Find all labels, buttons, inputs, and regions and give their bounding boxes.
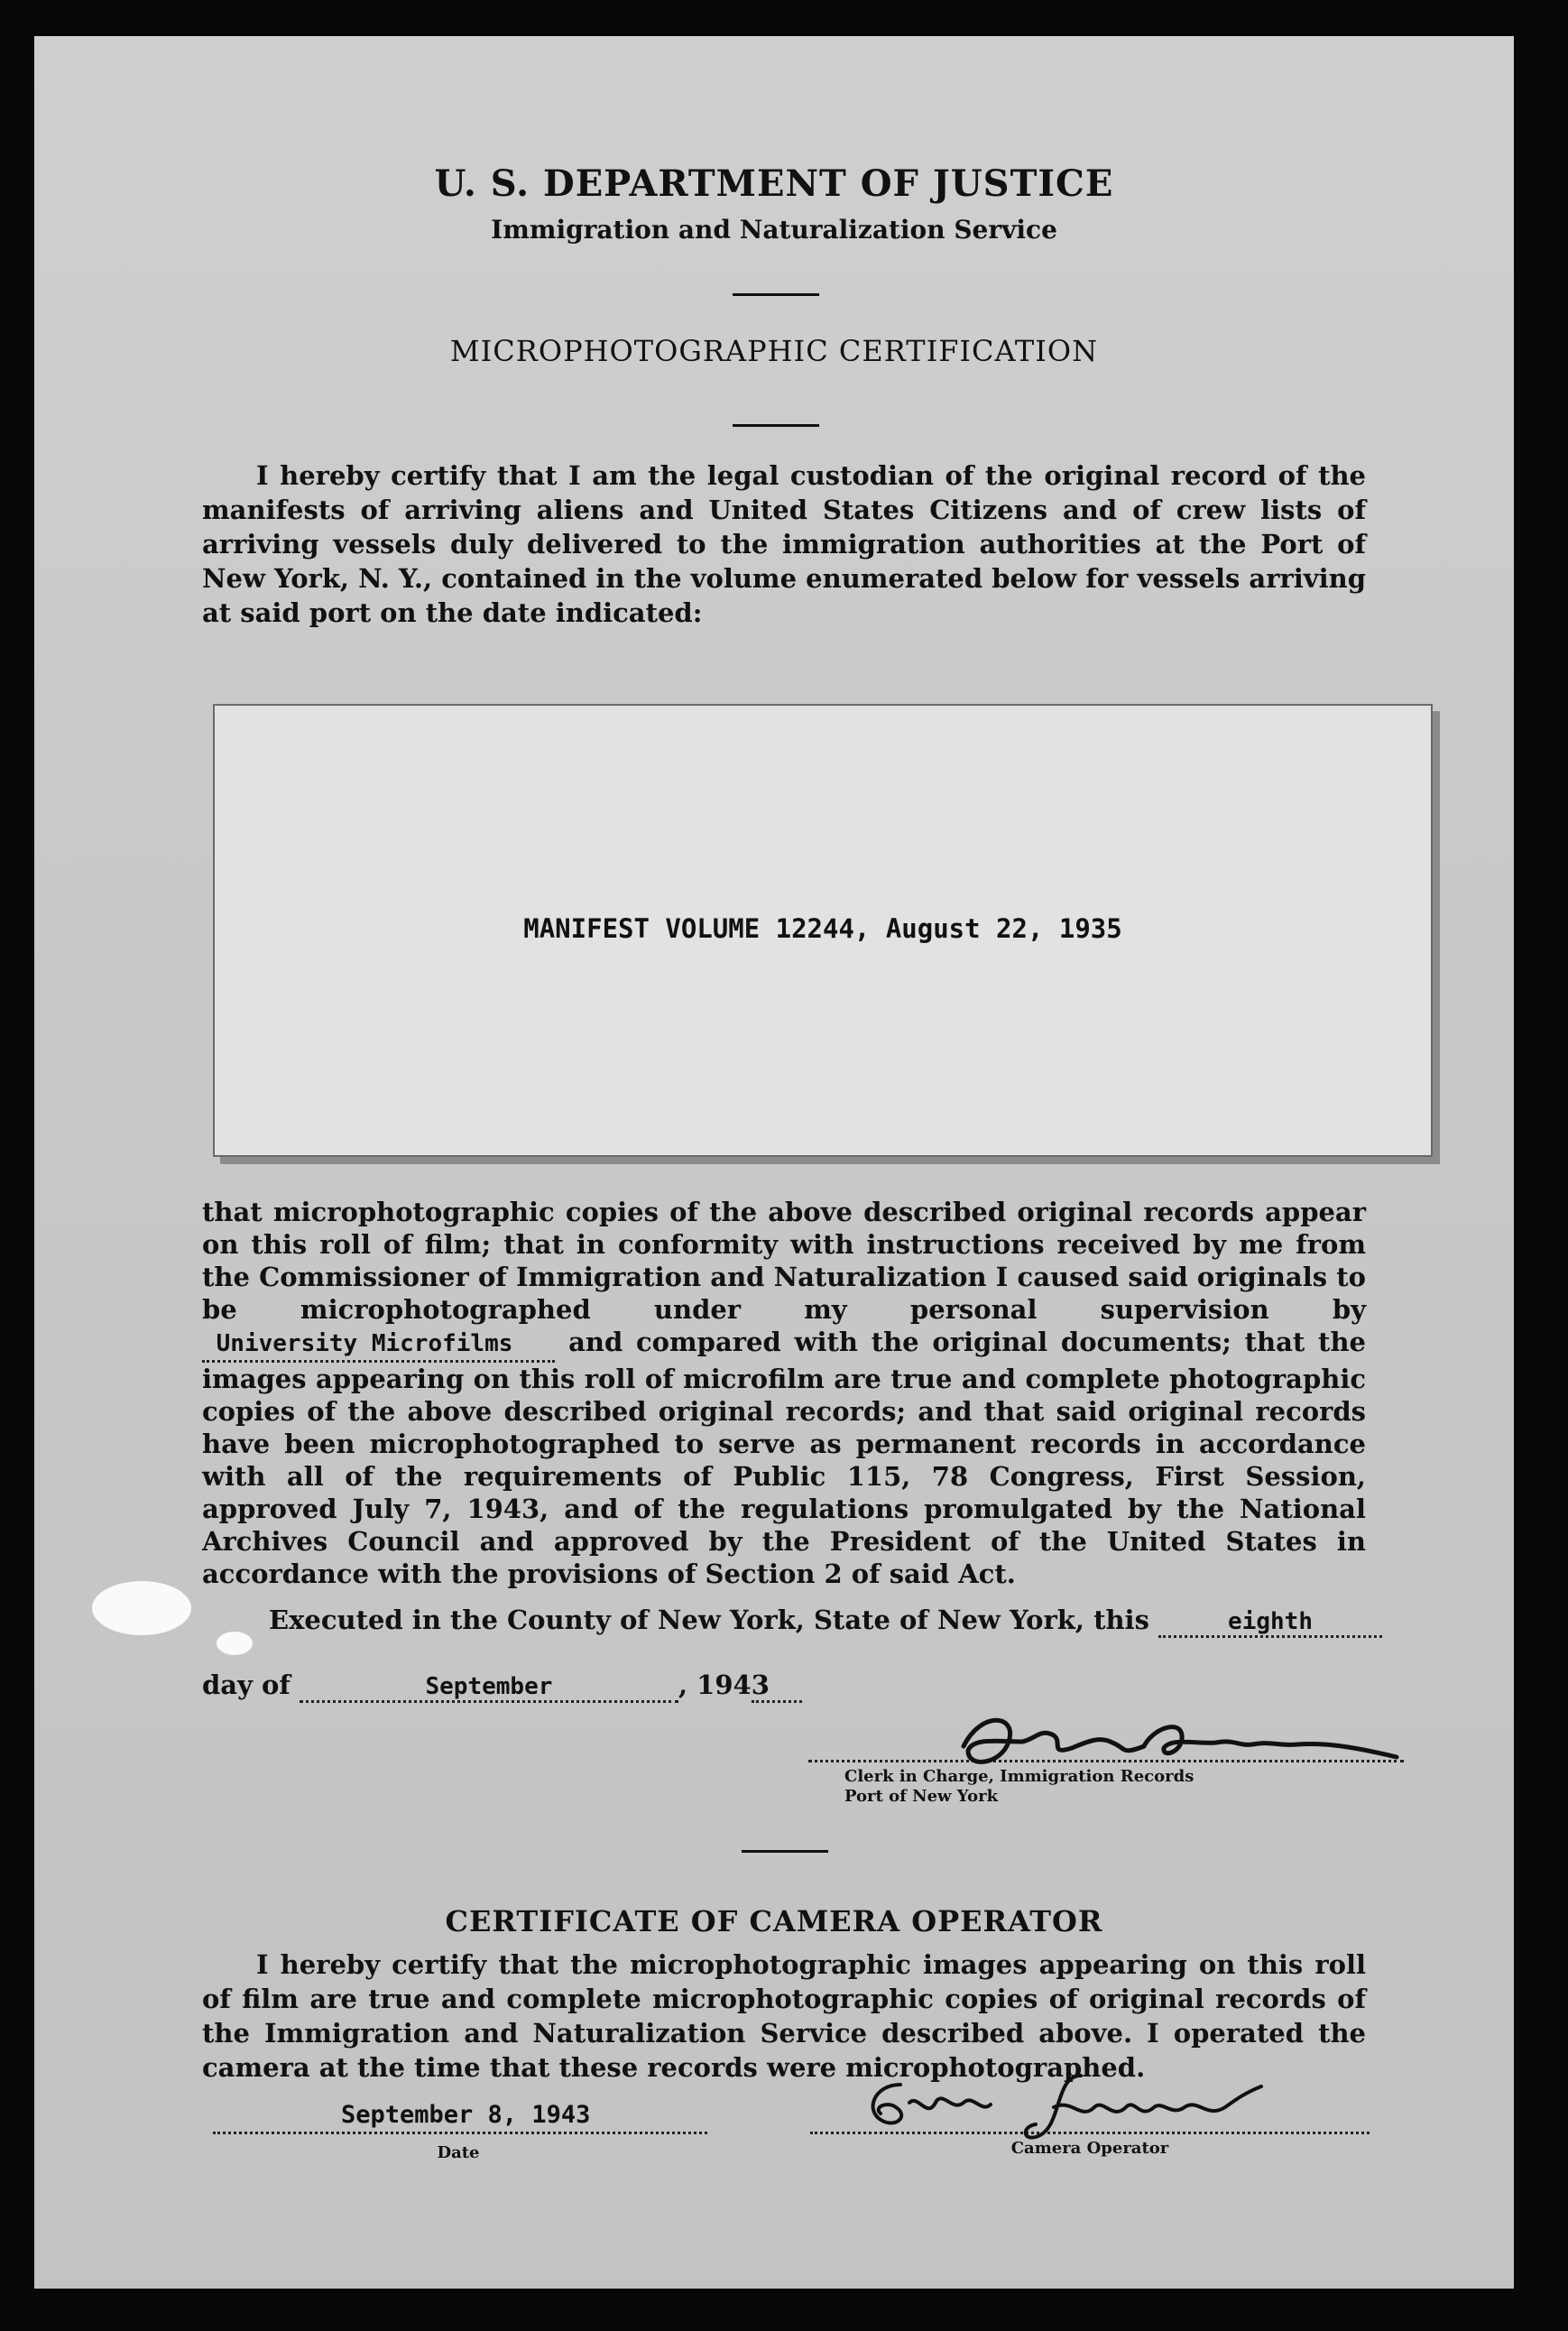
year-field — [752, 1670, 802, 1703]
month-value: September — [425, 1673, 553, 1700]
operator-date-value: September 8, 1943 — [341, 2101, 591, 2129]
certificate-sheet — [34, 36, 1514, 2289]
photographer-field — [202, 1327, 555, 1363]
operator-cert-title: CERTIFICATE OF CAMERA OPERATOR — [445, 1904, 1103, 1938]
execution-line — [269, 1605, 1402, 1638]
title-divider — [733, 424, 819, 427]
day-field — [1158, 1608, 1382, 1638]
month-field — [300, 1673, 678, 1703]
manifest-label: MANIFEST VOLUME 12244, August 22, 1935 — [523, 913, 1122, 944]
certification-body — [202, 1196, 1366, 1590]
paper-damage-spot-small — [217, 1632, 253, 1655]
intro-paragraph: I hereby certify that I am the legal custodian of the original record of the manifests of arriving aliens and United States Citizens and of crew lists of arriving vessels duly delivered to the immigration authorities at the Port of New York, N. Y., contained in the volume enumerated below for vessels arriving at said port on the date indicated: — [202, 460, 1366, 628]
agency-heading: U. S. DEPARTMENT OF JUSTICE — [434, 162, 1114, 205]
clerk-port: Port of New York — [844, 1787, 999, 1806]
day-of-label: day of — [202, 1670, 291, 1700]
manifest-label-card — [213, 704, 1433, 1157]
certification-title: MICROPHOTOGRAPHIC CERTIFICATION — [449, 334, 1099, 368]
date-caption: Date — [437, 2143, 480, 2162]
body-text-part2: and compared with the original documents; that the images appearing on this roll of microfilm are true and complete photographic copies of the above described original records; and that said original records have been microphotographed to serve as permanent records in accordance with all of the requirements of Public 115, 78 Congress, First Session, approved July 7, 1943, and of the regulations promulgated by the National Archives Council and approved by the President of the United States in accordance with the provisions of Section 2 of said Act. — [202, 1327, 1366, 1589]
operator-cert-paragraph: I hereby certify that the microphotographic images appearing on this roll of film are true and complete microphotographic copies of original records of the Immigration and Naturalization Service described above. I operated the camera at the time that these records were microphotographed. — [202, 1949, 1366, 2083]
operator-signature — [846, 2058, 1279, 2148]
photographer-value: University Microfilms — [216, 1330, 513, 1357]
operator-caption: Camera Operator — [1010, 2139, 1169, 2158]
heading-divider — [733, 293, 819, 296]
year-prefix: , 194 — [678, 1670, 752, 1700]
date-line — [202, 1670, 802, 1703]
section-divider — [742, 1850, 828, 1853]
day-value: eighth — [1228, 1608, 1313, 1635]
year-digit: 3 — [751, 1670, 770, 1700]
service-subheading: Immigration and Naturalization Service — [491, 215, 1057, 245]
clerk-title: Clerk in Charge, Immigration Records — [844, 1767, 1194, 1786]
body-text-part1: that microphotographic copies of the above described original records appear on this roll of film; that in conformity with instructions received by me from the Commissioner of Immigration and Naturalization I caused said originals to be microphotographed under my personal supervision by — [202, 1197, 1366, 1325]
date-signature-line — [213, 2132, 707, 2134]
clerk-caption — [844, 1767, 1194, 1807]
paper-damage-spot — [92, 1581, 191, 1635]
execution-text: Executed in the County of New York, State of New York, this — [269, 1605, 1149, 1635]
